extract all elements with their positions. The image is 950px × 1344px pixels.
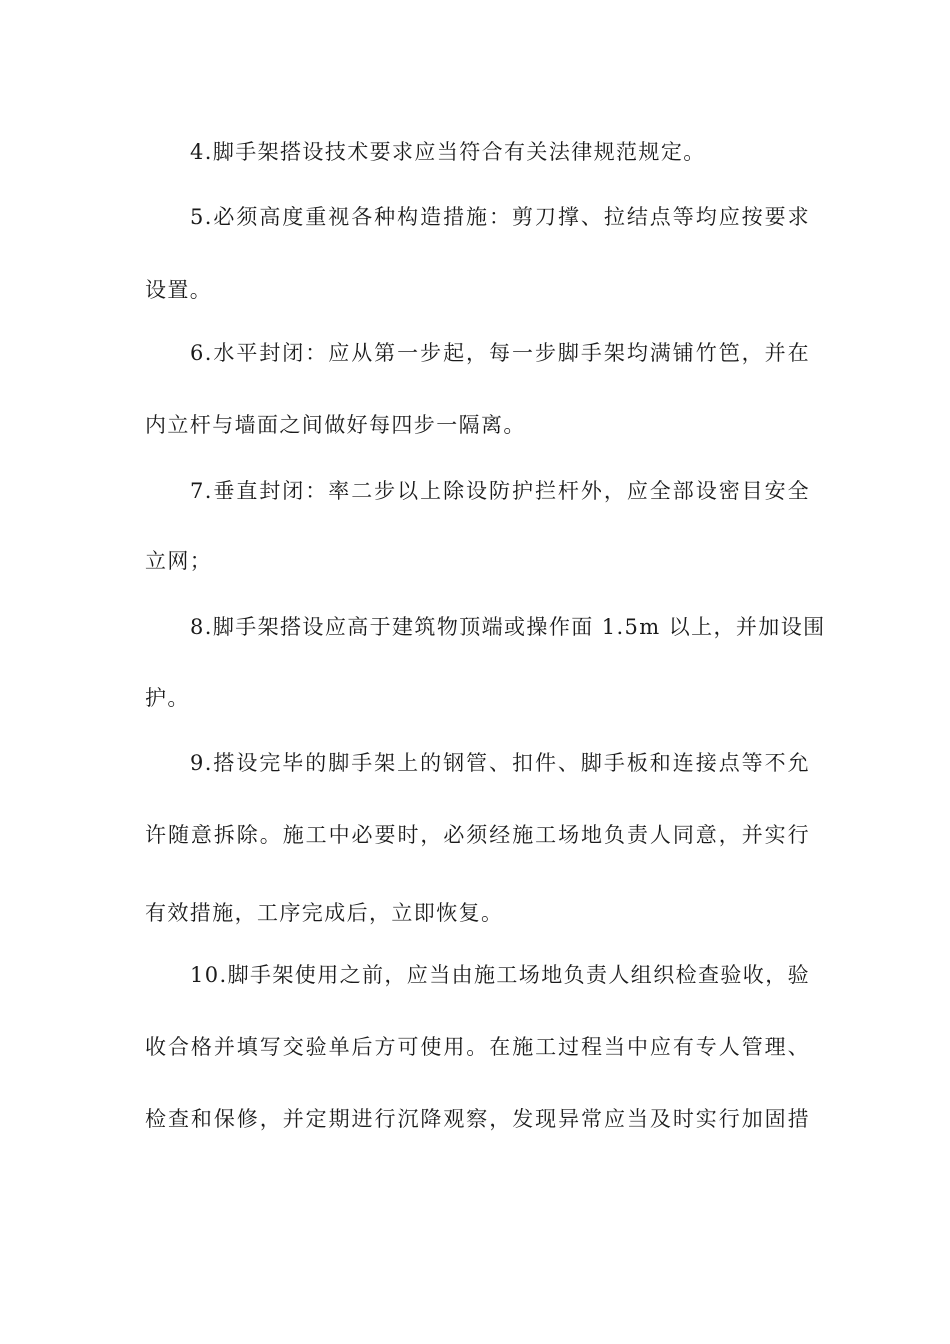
paragraph-7-line-2: 立网；: [145, 549, 213, 573]
paragraph-6-line-2: 内立杆与墙面之间做好每四步一隔离。: [145, 413, 526, 437]
paragraph-8-line-2: 护。: [145, 686, 190, 710]
paragraph-9-line-1: 9.搭设完毕的脚手架上的钢管、扣件、脚手板和连接点等不允: [190, 751, 810, 775]
paragraph-9-line-2: 许随意拆除。施工中必要时，必须经施工场地负责人同意，并实行: [145, 823, 810, 847]
paragraph-10-line-1: 10.脚手架使用之前，应当由施工场地负责人组织检查验收，验: [190, 963, 810, 987]
paragraph-10-line-3: 检查和保修，并定期进行沉降观察，发现异常应当及时实行加固措: [145, 1107, 810, 1131]
paragraph-9-line-3: 有效措施，工序完成后，立即恢复。: [145, 901, 504, 925]
paragraph-4-line-1: 4.脚手架搭设技术要求应当符合有关法律规范规定。: [190, 140, 706, 164]
paragraph-5-line-1: 5.必须高度重视各种构造措施：剪刀撑、拉结点等均应按要求: [190, 205, 810, 229]
paragraph-6-line-1: 6.水平封闭：应从第一步起，每一步脚手架均满铺竹笆，并在: [190, 341, 810, 365]
paragraph-7-line-1: 7.垂直封闭：率二步以上除设防护拦杆外，应全部设密目安全: [190, 479, 810, 503]
paragraph-5-line-2: 设置。: [145, 278, 213, 302]
paragraph-10-line-2: 收合格并填写交验单后方可使用。在施工过程当中应有专人管理、: [145, 1035, 810, 1059]
paragraph-8-line-1: 8.脚手架搭设应高于建筑物顶端或操作面 1.5m 以上，并加设围: [190, 615, 826, 639]
